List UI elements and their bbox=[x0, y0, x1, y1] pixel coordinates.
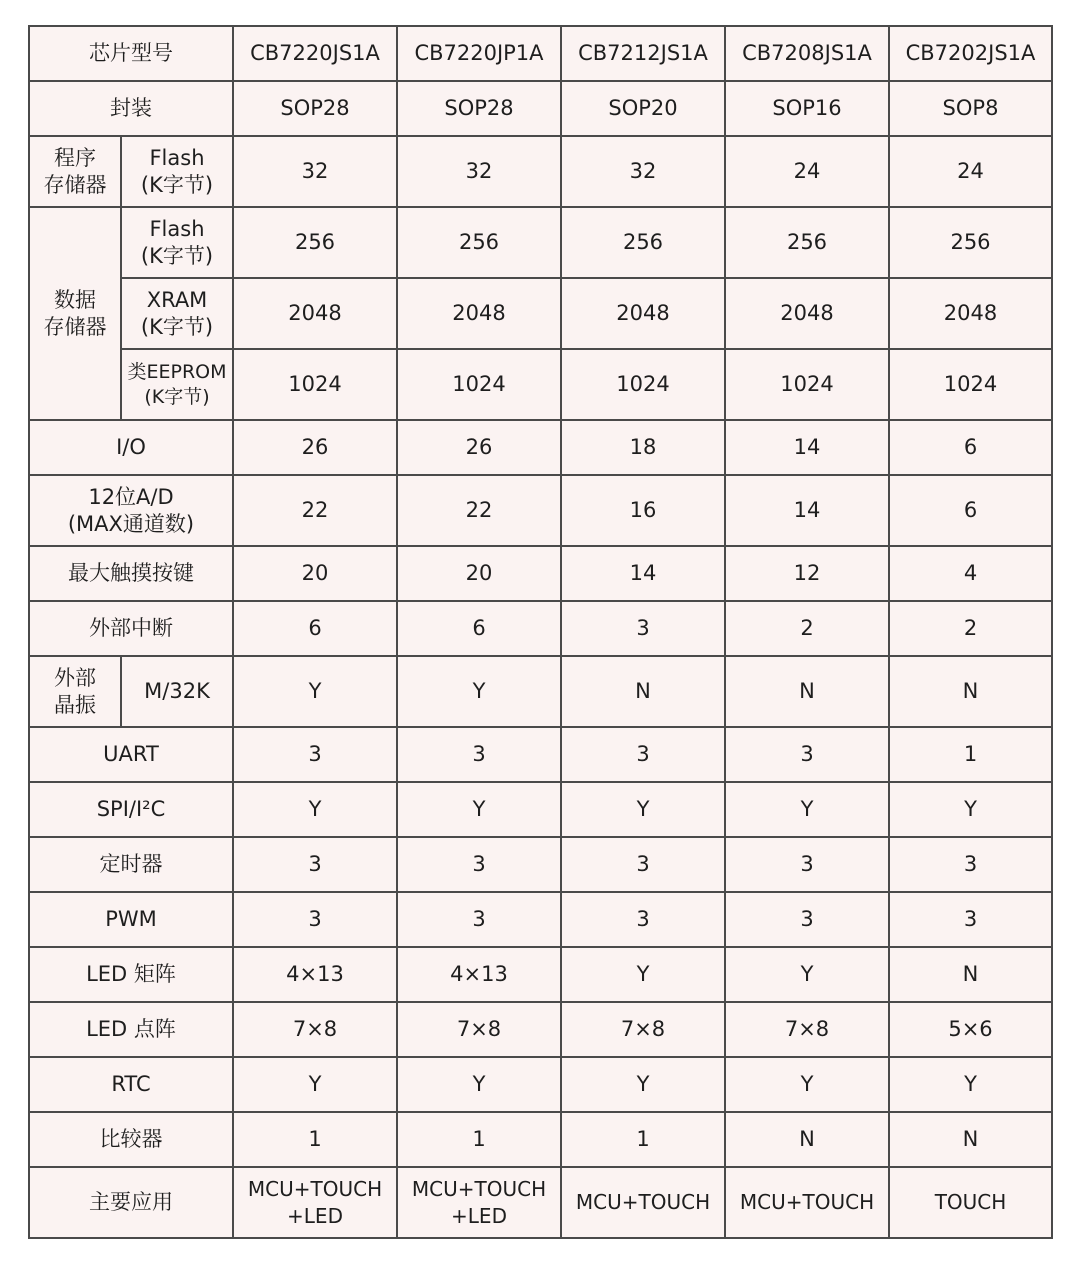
label-led-dot: LED 点阵 bbox=[29, 1002, 233, 1057]
uart-value: 3 bbox=[233, 727, 397, 782]
data-flash-value: 256 bbox=[233, 207, 397, 278]
touch-keys-value: 14 bbox=[561, 546, 725, 601]
timer-value: 3 bbox=[725, 837, 889, 892]
label-spi-i2c: SPI/I²C bbox=[29, 782, 233, 837]
xram-value: 2048 bbox=[889, 278, 1052, 349]
eeprom-value: 1024 bbox=[233, 349, 397, 420]
model-name: CB7220JS1A bbox=[233, 26, 397, 81]
label-package: 封装 bbox=[29, 81, 233, 136]
ext-crystal-value: N bbox=[561, 656, 725, 727]
row-program-flash bbox=[29, 136, 1052, 207]
package-value: SOP28 bbox=[233, 81, 397, 136]
model-name: CB7202JS1A bbox=[889, 26, 1052, 81]
label-program-memory: 程序 存储器 bbox=[29, 136, 121, 207]
timer-value: 3 bbox=[889, 837, 1052, 892]
program-flash-value: 24 bbox=[725, 136, 889, 207]
label-ext-crystal: 外部 晶振 bbox=[29, 656, 121, 727]
label-model: 芯片型号 bbox=[29, 26, 233, 81]
row-data-flash bbox=[29, 207, 1052, 278]
label-ext-interrupt: 外部中断 bbox=[29, 601, 233, 656]
application-value: MCU+TOUCH bbox=[725, 1167, 889, 1238]
label-touch-keys: 最大触摸按键 bbox=[29, 546, 233, 601]
io-value: 14 bbox=[725, 420, 889, 475]
label-led-matrix: LED 矩阵 bbox=[29, 947, 233, 1002]
timer-value: 3 bbox=[233, 837, 397, 892]
io-value: 6 bbox=[889, 420, 1052, 475]
row-model bbox=[29, 26, 1052, 81]
program-flash-value: 32 bbox=[233, 136, 397, 207]
ext-crystal-value: N bbox=[725, 656, 889, 727]
pwm-value: 3 bbox=[725, 892, 889, 947]
uart-value: 3 bbox=[725, 727, 889, 782]
label-eeprom: 类EEPROM (K字节) bbox=[121, 349, 233, 420]
spi-i2c-value: Y bbox=[561, 782, 725, 837]
package-value: SOP16 bbox=[725, 81, 889, 136]
row-ext-crystal bbox=[29, 656, 1052, 727]
adc-value: 14 bbox=[725, 475, 889, 546]
data-flash-value: 256 bbox=[561, 207, 725, 278]
eeprom-value: 1024 bbox=[725, 349, 889, 420]
rtc-value: Y bbox=[561, 1057, 725, 1112]
timer-value: 3 bbox=[397, 837, 561, 892]
spi-i2c-value: Y bbox=[233, 782, 397, 837]
data-flash-value: 256 bbox=[725, 207, 889, 278]
adc-value: 22 bbox=[397, 475, 561, 546]
led-dot-value: 5×6 bbox=[889, 1002, 1052, 1057]
row-rtc bbox=[29, 1057, 1052, 1112]
xram-value: 2048 bbox=[233, 278, 397, 349]
application-value: TOUCH bbox=[889, 1167, 1052, 1238]
eeprom-value: 1024 bbox=[889, 349, 1052, 420]
comparator-value: 1 bbox=[233, 1112, 397, 1167]
chip-spec-table bbox=[28, 25, 1053, 1239]
led-dot-value: 7×8 bbox=[561, 1002, 725, 1057]
application-value: MCU+TOUCH bbox=[561, 1167, 725, 1238]
touch-keys-value: 20 bbox=[397, 546, 561, 601]
touch-keys-value: 12 bbox=[725, 546, 889, 601]
label-comparator: 比较器 bbox=[29, 1112, 233, 1167]
comparator-value: N bbox=[725, 1112, 889, 1167]
adc-value: 6 bbox=[889, 475, 1052, 546]
label-uart: UART bbox=[29, 727, 233, 782]
rtc-value: Y bbox=[233, 1057, 397, 1112]
uart-value: 3 bbox=[561, 727, 725, 782]
touch-keys-value: 4 bbox=[889, 546, 1052, 601]
row-application bbox=[29, 1167, 1052, 1238]
label-xram: XRAM (K字节) bbox=[121, 278, 233, 349]
timer-value: 3 bbox=[561, 837, 725, 892]
model-name: CB7220JP1A bbox=[397, 26, 561, 81]
eeprom-value: 1024 bbox=[397, 349, 561, 420]
led-matrix-value: N bbox=[889, 947, 1052, 1002]
row-adc bbox=[29, 475, 1052, 546]
uart-value: 3 bbox=[397, 727, 561, 782]
label-pwm: PWM bbox=[29, 892, 233, 947]
row-ext-interrupt bbox=[29, 601, 1052, 656]
spi-i2c-value: Y bbox=[725, 782, 889, 837]
label-rtc: RTC bbox=[29, 1057, 233, 1112]
comparator-value: 1 bbox=[397, 1112, 561, 1167]
program-flash-value: 24 bbox=[889, 136, 1052, 207]
row-package bbox=[29, 81, 1052, 136]
package-value: SOP28 bbox=[397, 81, 561, 136]
led-matrix-value: 4×13 bbox=[397, 947, 561, 1002]
led-dot-value: 7×8 bbox=[233, 1002, 397, 1057]
io-value: 18 bbox=[561, 420, 725, 475]
led-dot-value: 7×8 bbox=[397, 1002, 561, 1057]
model-name: CB7212JS1A bbox=[561, 26, 725, 81]
row-timer bbox=[29, 837, 1052, 892]
spi-i2c-value: Y bbox=[397, 782, 561, 837]
row-pwm bbox=[29, 892, 1052, 947]
led-matrix-value: Y bbox=[725, 947, 889, 1002]
row-io bbox=[29, 420, 1052, 475]
comparator-value: 1 bbox=[561, 1112, 725, 1167]
uart-value: 1 bbox=[889, 727, 1052, 782]
pwm-value: 3 bbox=[889, 892, 1052, 947]
xram-value: 2048 bbox=[725, 278, 889, 349]
rtc-value: Y bbox=[889, 1057, 1052, 1112]
touch-keys-value: 20 bbox=[233, 546, 397, 601]
adc-value: 22 bbox=[233, 475, 397, 546]
model-name: CB7208JS1A bbox=[725, 26, 889, 81]
io-value: 26 bbox=[233, 420, 397, 475]
package-value: SOP8 bbox=[889, 81, 1052, 136]
label-timer: 定时器 bbox=[29, 837, 233, 892]
ext-interrupt-value: 2 bbox=[889, 601, 1052, 656]
ext-crystal-value: Y bbox=[233, 656, 397, 727]
label-adc: 12位A/D (MAX通道数) bbox=[29, 475, 233, 546]
row-xram bbox=[29, 278, 1052, 349]
ext-crystal-value: N bbox=[889, 656, 1052, 727]
label-data-flash: Flash (K字节) bbox=[121, 207, 233, 278]
package-value: SOP20 bbox=[561, 81, 725, 136]
application-value: MCU+TOUCH +LED bbox=[397, 1167, 561, 1238]
row-comparator bbox=[29, 1112, 1052, 1167]
pwm-value: 3 bbox=[397, 892, 561, 947]
comparator-value: N bbox=[889, 1112, 1052, 1167]
program-flash-value: 32 bbox=[397, 136, 561, 207]
data-flash-value: 256 bbox=[397, 207, 561, 278]
ext-interrupt-value: 3 bbox=[561, 601, 725, 656]
ext-crystal-value: Y bbox=[397, 656, 561, 727]
row-uart bbox=[29, 727, 1052, 782]
rtc-value: Y bbox=[397, 1057, 561, 1112]
xram-value: 2048 bbox=[397, 278, 561, 349]
label-crystal-freq: M/32K bbox=[121, 656, 233, 727]
label-io: I/O bbox=[29, 420, 233, 475]
row-led-dot bbox=[29, 1002, 1052, 1057]
ext-interrupt-value: 6 bbox=[397, 601, 561, 656]
label-application: 主要应用 bbox=[29, 1167, 233, 1238]
pwm-value: 3 bbox=[561, 892, 725, 947]
io-value: 26 bbox=[397, 420, 561, 475]
label-program-flash: Flash (K字节) bbox=[121, 136, 233, 207]
ext-interrupt-value: 2 bbox=[725, 601, 889, 656]
xram-value: 2048 bbox=[561, 278, 725, 349]
ext-interrupt-value: 6 bbox=[233, 601, 397, 656]
led-matrix-value: Y bbox=[561, 947, 725, 1002]
application-value: MCU+TOUCH +LED bbox=[233, 1167, 397, 1238]
row-touch-keys bbox=[29, 546, 1052, 601]
data-flash-value: 256 bbox=[889, 207, 1052, 278]
led-matrix-value: 4×13 bbox=[233, 947, 397, 1002]
spi-i2c-value: Y bbox=[889, 782, 1052, 837]
led-dot-value: 7×8 bbox=[725, 1002, 889, 1057]
pwm-value: 3 bbox=[233, 892, 397, 947]
rtc-value: Y bbox=[725, 1057, 889, 1112]
label-data-memory: 数据 存储器 bbox=[29, 207, 121, 420]
row-spi-i2c bbox=[29, 782, 1052, 837]
program-flash-value: 32 bbox=[561, 136, 725, 207]
eeprom-value: 1024 bbox=[561, 349, 725, 420]
row-led-matrix bbox=[29, 947, 1052, 1002]
row-eeprom bbox=[29, 349, 1052, 420]
adc-value: 16 bbox=[561, 475, 725, 546]
